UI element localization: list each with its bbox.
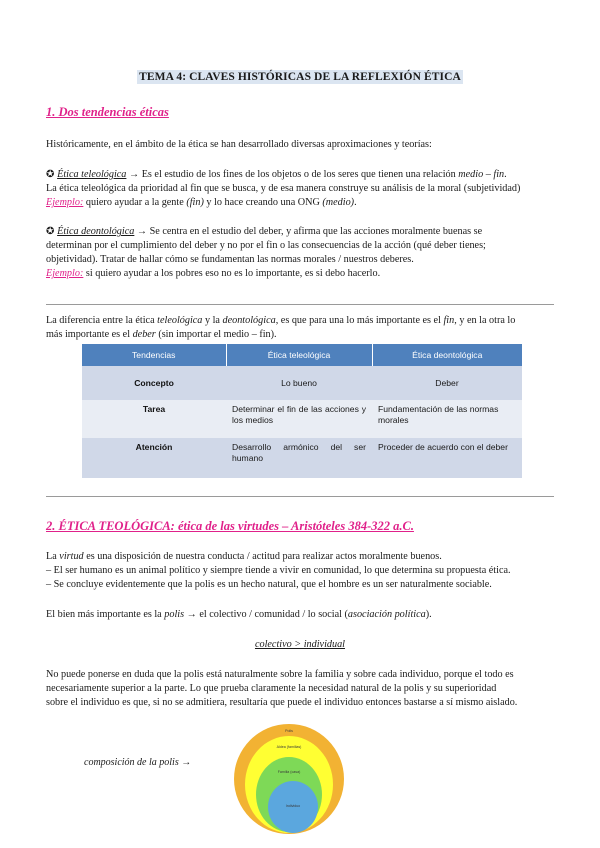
virtue-paragraph: La virtud es una disposición de nuestra conducta / actitud para realizar actos moralmente buenos. – El ser humano es un animal político y siempre tiende a vivir en comunidad, lo que determina su propuesta ética. – Se concluye evidentemente que la polis es un hecho natural, que el hombre es un ser naturalmente sociable. [46, 551, 511, 590]
section1-intro: Históricamente, en el ámbito de la ética se han desarrollado diversas aproximaciones y teorías: [46, 139, 432, 150]
bullet-icon: ✪ [46, 226, 55, 237]
label-polis: Polis [285, 729, 293, 733]
table-row: Tarea Determinar el fin de las acciones y los medios Fundamentación de las normas morales [82, 400, 522, 438]
teleological-paragraph: ✪ Ética teleológica → Es el estudio de los fines de los objetos o de los seres que tienen una relación medio – fin. La ética teleológica da prioridad al fin que se busca, y de esa manera construye su análisis de la moral (subjetividad) Ejemplo: quiero ayudar a la gente (fin) y lo hace creando una ONG (medio). [46, 169, 521, 208]
label-individuo: Individuo [285, 804, 301, 808]
teleo-term: Ética teleológica [57, 169, 127, 180]
polis-diagram-label: composición de la polis → [84, 757, 192, 768]
example-label: Ejemplo: [46, 268, 84, 279]
aristotle-quote: No puede ponerse en duda que la polis está naturalmente sobre la familia y sobre cada individuo, porque el todo es necesariamente superior a la parte. Lo que prueba claramente la necesidad natural de la polis y su superioridad sobre el individuo es que, si no se admitiera, resultaría que puede el individuo entonces bastarse a sí mismo aislado. [46, 669, 518, 708]
divider [46, 496, 554, 497]
table-row: Atención Desarrollo armónico del ser humano Proceder de acuerdo con el deber [82, 438, 522, 478]
bullet-icon: ✪ [46, 169, 55, 180]
example-label: Ejemplo: [46, 197, 84, 208]
label-aldea: Aldea (familias) [276, 745, 302, 749]
table-row: Concepto Lo bueno Deber [82, 366, 522, 400]
deonto-term: Ética deontológica [57, 226, 135, 237]
formula: colectivo > individual [254, 639, 346, 650]
divider [46, 304, 554, 305]
comparison-table [82, 344, 522, 478]
deontological-paragraph: ✪ Ética deontológica → Se centra en el estudio del deber, y afirma que las acciones moralmente buenas se determinan por el cumplimiento del deber y no por el fin o las consecuencias de la acción (qué deber tienes; objetividad). Tratar de hallar cómo se fundamentan las normas morales / nuestros deberes. Ejemplo: si quiero ayudar a los pobres eso no es lo importante, es si debo hacerlo. [46, 226, 486, 279]
difference-paragraph: La diferencia entre la ética teleológica y la deontológica, es que para una lo más importante es el fin, y en la otra lo más importante es el deber (sin importar el medio – fin). [46, 315, 516, 340]
table-header: Ética deontológica [372, 344, 522, 366]
document-title: TEMA 4: CLAVES HISTÓRICAS DE LA REFLEXIÓN ÉTICA [139, 71, 461, 83]
table-header: Ética teleológica [226, 344, 372, 366]
section1-heading: 1. Dos tendencias éticas [46, 105, 169, 119]
label-familia: Familia (casa) [277, 770, 301, 774]
section2-heading: 2. ÉTICA TEOLÓGICA: ética de las virtudes – Aristóteles 384-322 a.C. [46, 519, 414, 533]
good-paragraph: El bien más importante es la polis → el colectivo / comunidad / lo social (asociación política). [46, 609, 432, 620]
table-header: Tendencias [82, 344, 226, 366]
